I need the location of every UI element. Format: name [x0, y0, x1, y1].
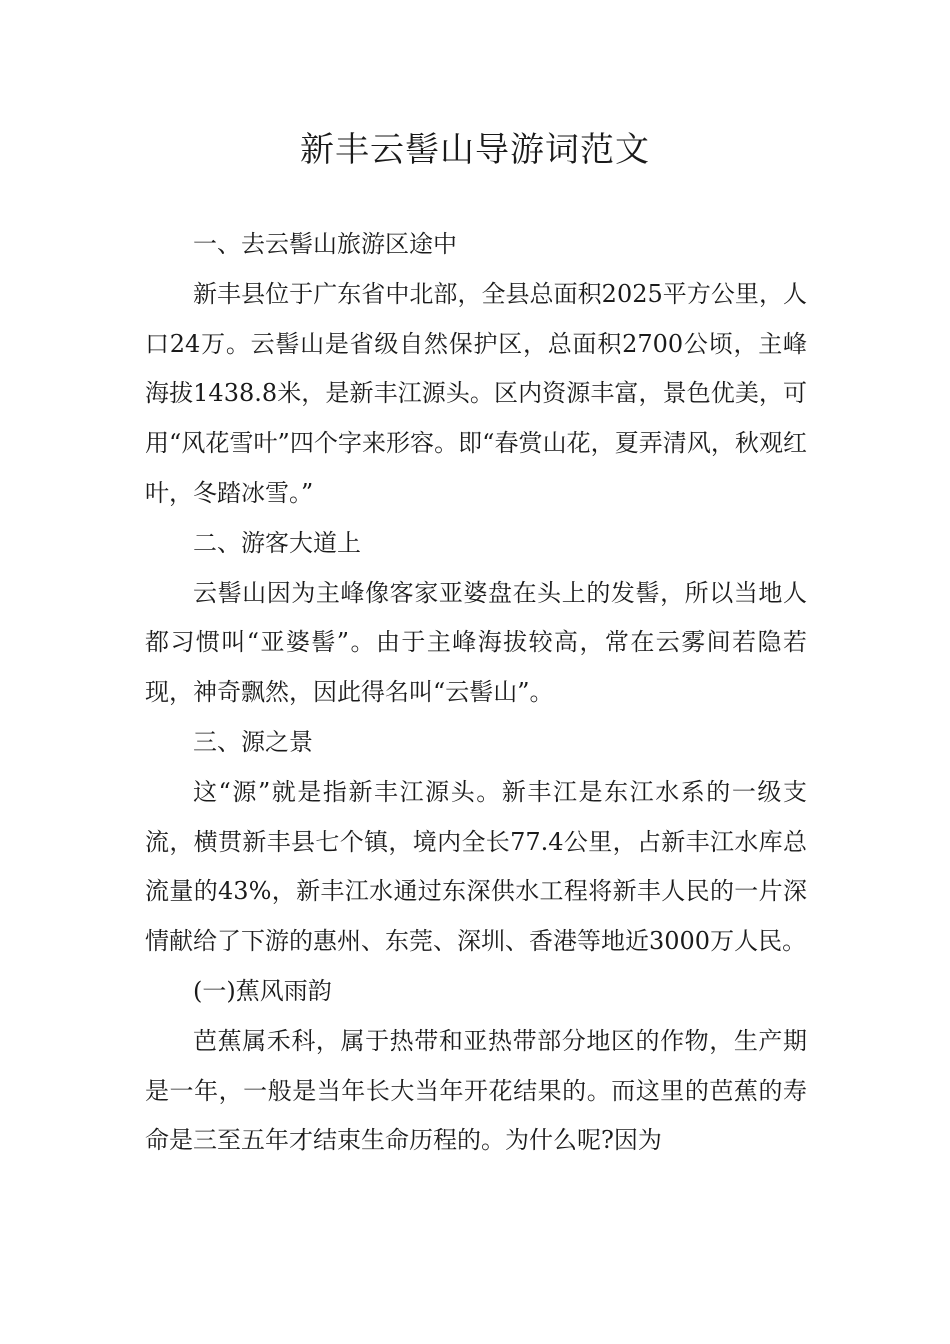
section-heading-2: 二、游客大道上 — [193, 528, 361, 557]
body-paragraph-1: 新丰县位于广东省中北部，全县总面积2025平方公里，人口24万。云髻山是省级自然保护区，总面积2700公顷，主峰海拔1438.8米，是新丰江源头。区内资源丰富，景色优美，可用“风花雪叶”四个字来形容。即“春赏山花，夏弄清风，秋观红叶，冬踏冰雪。” — [145, 279, 807, 507]
body-paragraph-2: 云髻山因为主峰像客家亚婆盘在头上的发髻，所以当地人都习惯叫“亚婆髻”。由于主峰海拔较高，常在云雾间若隐若现，神奇飘然，因此得名叫“云髻山”。 — [145, 578, 807, 707]
body-paragraph-4: 芭蕉属禾科，属于热带和亚热带部分地区的作物，生产期是一年，一般是当年长大当年开花结果的。而这里的芭蕉的寿命是三至五年才结束生命历程的。为什么呢?因为 — [145, 1026, 807, 1155]
subsection-heading-1: (一)蕉风雨韵 — [193, 976, 332, 1005]
section-heading-1: 一、去云髻山旅游区途中 — [193, 230, 457, 258]
document-body — [145, 220, 807, 1166]
section-heading-3: 三、源之景 — [193, 727, 313, 756]
body-paragraph-3: 这“源”就是指新丰江源头。新丰江是东江水系的一级支流，横贯新丰县七个镇，境内全长77.4公里，占新丰江水库总流量的43%，新丰江水通过东深供水工程将新丰人民的一片深情献给了下游的惠州、东莞、深圳、香港等地近3000万人民。 — [145, 777, 807, 956]
document-title: 新丰云髻山导游词范文 — [300, 130, 650, 170]
